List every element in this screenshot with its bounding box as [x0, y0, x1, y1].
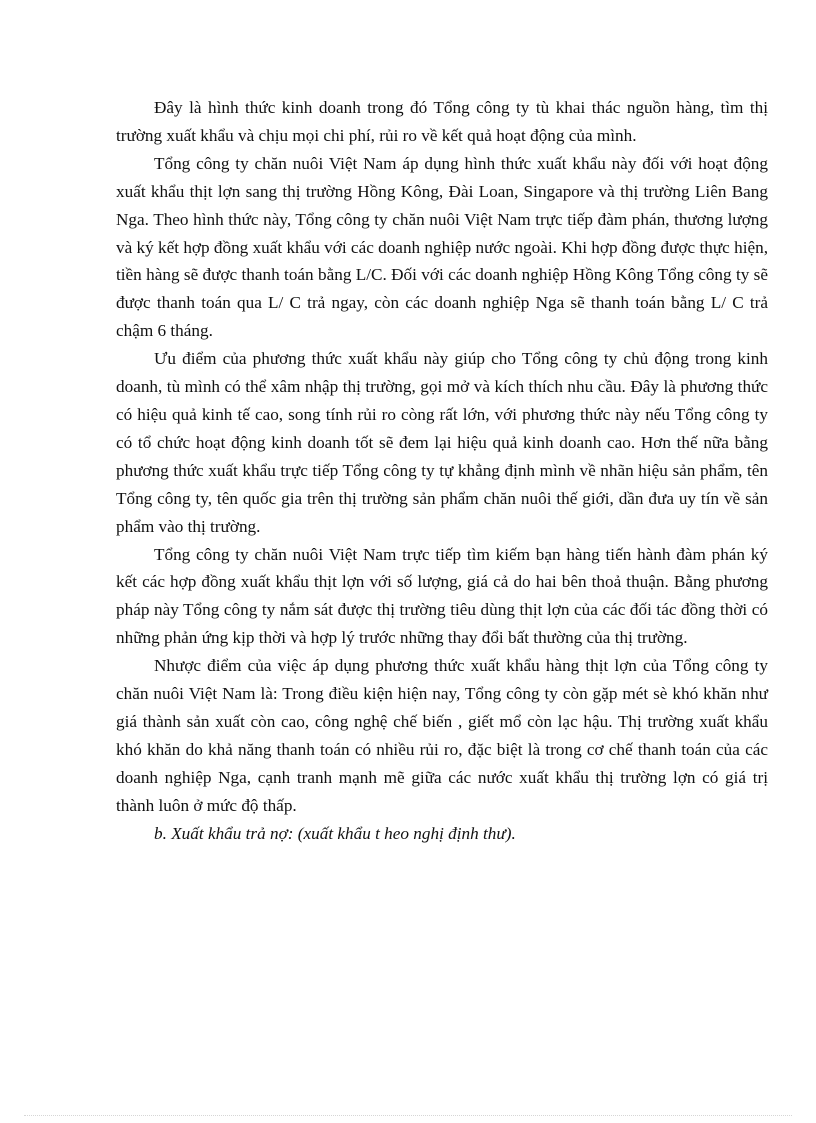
- paragraph-disadvantages: Nhược điểm của việc áp dụng phương thức xuất khẩu hàng thịt lợn của Tổng công ty chăn nuôi Việt Nam là: Trong điều kiện hiện nay, Tổng công ty còn gặp mét sè khó khăn như giá thành sản xuất còn cao, công nghệ chế biến , giết mổ còn lạc hậu. Thị trường xuất khẩu khó khăn do khả năng thanh toán có nhiều rủi ro, đặc biệt là trong cơ chế thanh toán của các doanh nghiệp Nga, cạnh tranh mạnh mẽ giữa các nước xuất khẩu thị trường lợn có giá trị thành luôn ở mức độ thấp.: [116, 656, 768, 815]
- paragraph-direct-export-application: Tổng công ty chăn nuôi Việt Nam áp dụng hình thức xuất khẩu này đối với hoạt động xuất khẩu thịt lợn sang thị trường Hồng Kông, Đài Loan, Singapore và thị trường Liên Bang Nga. Theo hình thức này, Tổng công ty chăn nuôi Việt Nam trực tiếp đàm phán, thương lượng và ký kết hợp đồng xuất khẩu với các doanh nghiệp nước ngoài. Khi hợp đồng được thực hiện, tiền hàng sẽ được thanh toán bằng L/C. Đối với các doanh nghiệp Hồng Kông Tổng công ty sẽ được thanh toán qua L/ C trả ngay, còn các doanh nghiệp Nga sẽ thanh toán bằng L/ C trả chậm 6 tháng.: [116, 153, 768, 341]
- paragraph-advantages: Ưu điểm của phương thức xuất khẩu này giúp cho Tổng công ty chủ động trong kinh doanh, tù mình có thể xâm nhập thị trường, gọi mở và kích thích nhu cầu. Đây là phương thức có hiệu quả kinh tế cao, song tính rủi ro còng rất lớn, với phương thức này nếu Tổng công ty có tổ chức hoạt động kinh doanh tốt sẽ đem lại hiệu quả kinh doanh cao. Hơn thế nữa bằng phương thức xuất khẩu trực tiếp Tổng công ty tự khẳng định mình về nhãn hiệu sản phẩm, tên Tổng công ty, tên quốc gia trên thị trường sản phẩm chăn nuôi thế giới, dần đưa uy tín về sản phẩm vào thị trường.: [116, 349, 768, 536]
- paragraph-partner-negotiation: Tổng công ty chăn nuôi Việt Nam trực tiếp tìm kiếm bạn hàng tiến hành đàm phán ký kết các hợp đồng xuất khẩu thịt lợn với số lượng, giá cả do hai bên thoả thuận. Bằng phương pháp này Tổng công ty nắm sát được thị trường tiêu dùng thịt lợn của các đối tác đồng thời có những phản ứng kịp thời và hợp lý trước những thay đổi bất thường của thị trường.: [116, 544, 768, 648]
- section-heading-debt-export: b. Xuất khẩu trả nợ: (xuất khẩu t heo nghị định thư).: [154, 823, 516, 843]
- page-bottom-rule: [24, 1115, 792, 1116]
- document-body: [116, 94, 768, 847]
- paragraph-direct-export-definition: Đây là hình thức kinh doanh trong đó Tổng công ty tù khai thác nguồn hàng, tìm thị trường xuất khẩu và chịu mọi chi phí, rủi ro về kết quả hoạt động của mình.: [116, 98, 768, 145]
